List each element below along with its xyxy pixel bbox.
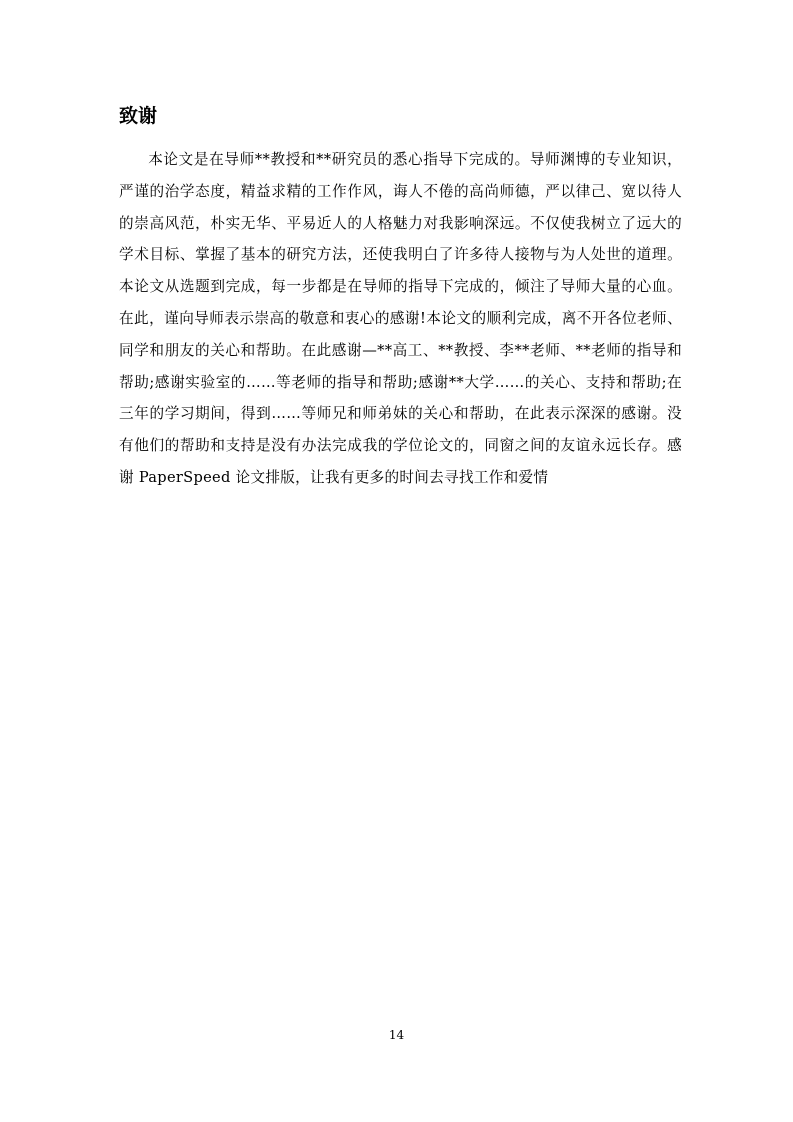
page-number: 14 bbox=[388, 1028, 405, 1042]
acknowledgement-paragraph: 本论文是在导师**教授和**研究员的悉心指导下完成的。导师渊博的专业知识，严谨的治学态度，精益求精的工作作风，诲人不倦的高尚师德，严以律己、宽以待人的崇高风范，朴实无华、平易近人的人格魅力对我影响深远。不仅使我树立了远大的学术目标、掌握了基本的研究方法，还使我明白了许多待人接物与为人处世的道理。本论文从选题到完成，每一步都是在导师的指导下完成的，倾注了导师大量的心血。在此，谨向导师表示崇高的敬意和衷心的感谢!本论文的顺利完成，离不开各位老师、同学和朋友的关心和帮助。在此感谢—**高工、**教授、李**老师、**老师的指导和帮助;感谢实验室的……等老师的指导和帮助;感谢**大学……的关心、支持和帮助;在三年的学习期间，得到……等师兄和师弟妹的关心和帮助，在此表示深深的感谢。没有他们的帮助和支持是没有办法完成我的学位论文的，同窗之间的友谊永远长存。感谢 PaperSpeed 论文排版，让我有更多的时间去寻找工作和爱情 bbox=[119, 151, 682, 486]
section-heading: 致谢 bbox=[119, 105, 158, 127]
